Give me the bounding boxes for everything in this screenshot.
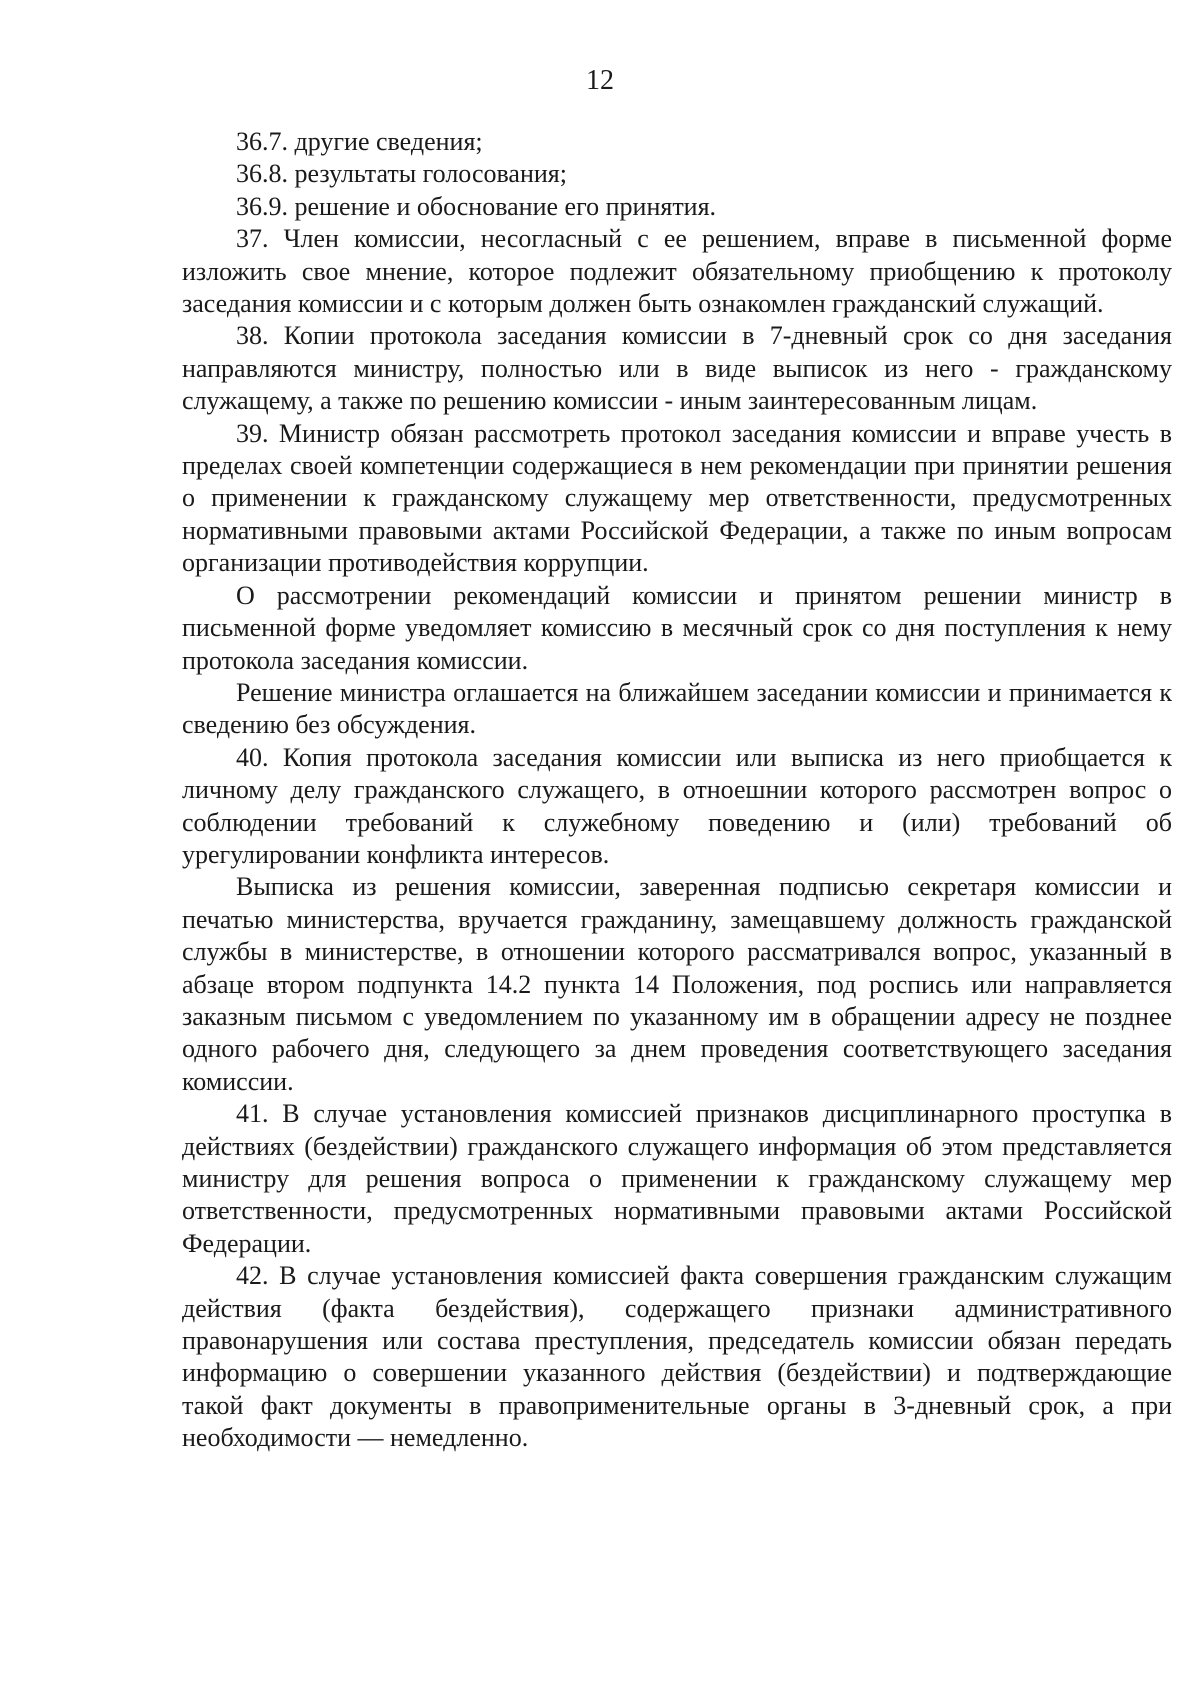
paragraph-36-7: 36.7. другие сведения; (236, 127, 483, 156)
paragraph-42: 42. В случае установления комиссией факта совершения гражданским служащим действия (факта бездействия), содержащего признаки административного правонарушения или состава преступления, председатель комиссии обязан передать информацию о совершении указанного действия (бездействии) и подтверждающие такой факт документы в правоприменительные органы в 3-дневный срок, а при необходимости — немедленно. (182, 1261, 1172, 1453)
page-number: 12 (586, 65, 614, 96)
paragraph-36-8: 36.8. результаты голосования; (236, 159, 567, 189)
paragraph-41: 41. В случае установления комиссией признаков дисциплинарного проступка в действиях (бездействии) гражданского служащего информация об этом представляется министру для решения вопроса о применении к гражданскому служащему мер ответственности, предусмотренных нормативными правовыми актами Российской Федерации. (182, 1099, 1172, 1258)
paragraph-39-decision: Решение министра оглашается на ближайшем заседании комиссии и принимается к сведению без обсуждения. (182, 677, 1172, 740)
paragraph-39-recommendations: О рассмотрении рекомендаций комиссии и принятом решении министр в письменной форме уведомляет комиссию в месячный срок со дня поступления к нему протокола заседания комиссии. (182, 580, 1172, 675)
document-body (182, 126, 1172, 1455)
paragraph-40-extract: Выписка из решения комиссии, заверенная подписью секретаря комиссии и печатью министерства, вручается гражданину, замещавшему должность гражданской службы в министерстве, в отношении которого рассматривался вопрос, указанный в абзаце втором подпункта 14.2 пункта 14 Положения, под роспись или направляется заказным письмом с уведомлением по указанному им в обращении адресу не позднее одного рабочего дня, следующего за днем проведения соответствующего заседания комиссии. (182, 872, 1172, 1096)
paragraph-38: 38. Копии протокола заседания комиссии в 7-дневный срок со дня заседания направляются министру, полностью или в виде выписок из него - гражданскому служащему, а также по решению комиссии - иным заинтересованным лицам. (182, 321, 1172, 416)
paragraph-37: 37. Член комиссии, несогласный с ее решением, вправе в письменной форме изложить свое мнение, которое подлежит обязательному приобщению к протоколу заседания комиссии и с которым должен быть ознакомлен гражданский служащий. (182, 224, 1172, 319)
paragraph-36-9: 36.9. решение и обоснование его принятия. (236, 191, 717, 221)
paragraph-40: 40. Копия протокола заседания комиссии или выписка из него приобщается к личному делу гражданского служащего, в отноешнии которого рассмотрен вопрос о соблюдении требований к служебному поведению и (или) требований об урегулировании конфликта интересов. (182, 742, 1172, 869)
paragraph-39: 39. Министр обязан рассмотреть протокол заседания комиссии и вправе учесть в пределах своей компетенции содержащиеся в нем рекомендации при принятии решения о применении к гражданскому служащему мер ответственности, предусмотренных нормативными правовыми актами Российской Федерации, а также по иным вопросам организации противодействия коррупции. (182, 418, 1172, 578)
